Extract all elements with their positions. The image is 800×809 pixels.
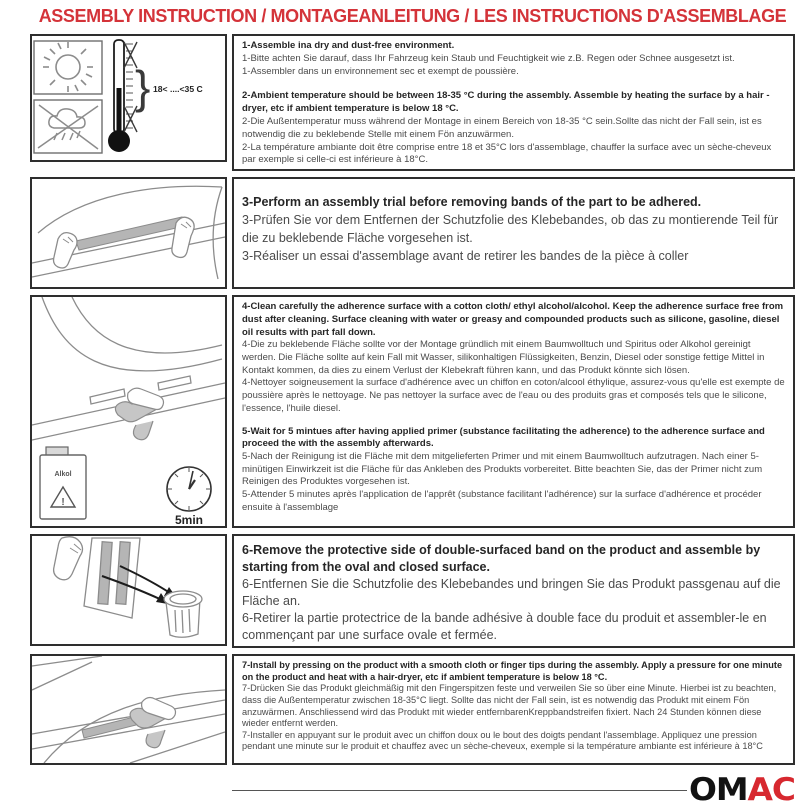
five-minute-clock-icon — [167, 467, 211, 526]
trash-can-icon — [164, 591, 202, 637]
sun-icon — [43, 42, 93, 92]
trial-illustration — [30, 177, 227, 289]
range-brace: } — [135, 61, 151, 113]
left-hand-icon — [54, 233, 78, 268]
instruction-row-environment — [30, 34, 795, 171]
temperature-range-label: 18< ....<35 C — [153, 84, 203, 94]
trial-fit-icon — [32, 179, 225, 287]
environment-illustration — [30, 34, 227, 162]
remove-band-icon — [32, 536, 225, 644]
step-3-de: 3-Prüfen Sie vor dem Entfernen der Schutzfolie des Klebebandes, ob das zu montierende Teil für die zu beklebende Fläche vorgesehen ist. — [242, 213, 779, 246]
instruction-row-peel — [30, 534, 795, 648]
step-4-en: 4-Clean carefully the adherence surface with a cotton cloth/ ethyl alcohol/alcohol. Keep the adherence surface free from dust after cleaning. Surface cleaning with water or greasy and compounded products such as silicone, gasoline, diesel oil results with part fall down. — [242, 301, 784, 338]
instruction-text-press — [232, 654, 795, 765]
alcohol-bottle-label: Alkol — [54, 471, 72, 479]
peeling-hand-icon — [54, 537, 83, 580]
press-product-icon — [32, 656, 225, 763]
step-2-de: 2-Die Außentemperatur muss während der Montage in einem Bereich von 18-35 °C sein.Sollte das nicht der Fall sein, ist es notwendig die zu beklebende Stelle mit einem Fön anzuwärmen. — [242, 115, 762, 140]
instruction-text-trial — [232, 177, 795, 289]
omac-logo — [689, 771, 795, 808]
instruction-text-cleaning — [232, 295, 795, 528]
step-7-de: 7-Drücken Sie das Produkt gleichmäßig mit den Fingerspitzen feste und verweilen Sie so über eine Minute. Hierbei ist zu beachten, dass die Außentemperatur zwischen 18-35°C liegt. Sollte das nicht der Fall sein, ist es notwendig das Produkt mit einem Fön anzuwärmen. Anschliessend wird das Produkt mit wieder entfernbarenKreppbandstreifen fixiert. Nach 24 Stunden können diese wieder entfernt werden. — [242, 683, 777, 729]
footer-rule — [232, 790, 687, 791]
peel-illustration — [30, 534, 227, 646]
clock-label: 5min — [174, 513, 204, 527]
step-2-fr: 2-La température ambiante doit être comprise entre 18 et 35°C lors d'assemblage, chauffer la surface avec un sèche-cheveux par exemple si celle-ci est inférieure à 18°C. — [242, 141, 772, 166]
step-6-en: 6-Remove the protective side of double-surfaced band on the product and assemble by starting from the oval and closed surface. — [242, 543, 761, 575]
logo-text-black: OM — [689, 771, 748, 808]
pressing-hand-icon — [130, 698, 175, 748]
no-rain-icon — [38, 105, 98, 149]
cleaning-illustration — [30, 295, 227, 528]
alcohol-bottle-icon — [40, 447, 86, 519]
step-3-fr: 3-Réaliser un essai d'assemblage avant de retirer les bandes de la pièce à coller — [242, 249, 689, 264]
step-7-fr: 7-Installer en appuyant sur le produit avec un chiffon doux ou le bout des doigts pendant l'assemblage. Appliquez une pression pendant une minute sur le produit et chauffez avec un sèche-cheveux, exemple si la température ambiante est inférieure à 18°C — [242, 729, 763, 752]
step-1-fr: 1-Assembler dans un environnement sec et exempt de poussière. — [242, 65, 519, 77]
step-5-fr: 5-Attender 5 minutes après l'application de l'apprêt (substance facilitant l'adhérence) sur la surface d'adhérence et procéder ensuite à l'assemblage — [242, 489, 762, 513]
step-4-de: 4-Die zu beklebende Fläche sollte vor der Montage gründlich mit einem Baumwolltuch und Spiritus oder Alkohol gereinigt werden. Die Fläche sollte auf kein Fall mit Wasser, silikonhaltigen Flüssigkeiten, Benzin, Diesel oder sonstige fettige Mittel in Kontakt kommen, da dies zu einem Verlust der Klebekraft führen kann, und das Produkt könnte sich lösen. — [242, 339, 765, 376]
sill-strip — [76, 217, 185, 250]
press-illustration — [30, 654, 227, 765]
instruction-row-cleaning — [30, 295, 795, 528]
step-6-de: 6-Entfernen Sie die Schutzfolie des Klebebandes und bringen Sie das Produkt passgenau auf die Fläche an. — [242, 577, 781, 609]
step-4-fr: 4-Nettoyer soigneusement la surface d'adhérence avec un chiffon en coton/alcool éthylique, assurez-vous qu'elle est exempte de poussière après le nettoyage. Ne pas nettoyer la surface avec de l'eau ou des produits gras et composés tels que le silicone, l'essence, l'huile diesel. — [242, 377, 785, 414]
instruction-row-press — [30, 654, 795, 765]
wiping-hand-icon — [115, 388, 163, 440]
logo-text-red: AC — [747, 771, 795, 808]
clean-surface-icon — [32, 297, 225, 526]
page-title: ASSEMBLY INSTRUCTION / MONTAGEANLEITUNG / LES INSTRUCTIONS D'ASSEMBLAGE — [38, 6, 787, 26]
instruction-text-peel — [232, 534, 795, 648]
footer — [30, 771, 795, 809]
instruction-row-trial — [30, 177, 795, 289]
step-2-en: 2-Ambient temperature should be between 18-35 °C during the assembly. Assemble by heating the surface by a hair -dryer, etc if ambient temperature is below 18 °C. — [242, 90, 770, 115]
step-5-en: 5-Wait for 5 mintues after having applied primer (substance facilitating the adherence) to the adherence surface and proceed the with the assembly afterwards. — [242, 425, 765, 450]
step-1-de: 1-Bitte achten Sie darauf, dass Ihr Fahrzeug kein Staub und Feuchtigkeit wie z.B. Regen oder Schnee ausgesetzt ist. — [242, 52, 735, 64]
warning-mark: ! — [61, 497, 65, 509]
instruction-text-environment — [232, 34, 795, 171]
step-1-en: 1-Assemble ina dry and dust-free environment. — [242, 40, 455, 51]
sun-rain-thermometer-icon — [32, 36, 225, 160]
step-7-en: 7-Install by pressing on the product with a smooth cloth or finger tips during the assembly. Apply a pressure for one minute on the product and heat with a hair-dryer, etc if ambient temperature is below 18 °C. — [242, 660, 783, 682]
step-6-fr: 6-Retirer la partie protectrice de la bande adhésive à double face du produit et assembler-le en commençant par une surface ovale et fermée. — [242, 611, 767, 643]
thermometer-icon — [108, 40, 203, 152]
step-5-de: 5-Nach der Reinigung ist die Fläche mit dem mitgelieferten Primer und mit einem Baumwolltuch aufzutragen. Nach einer 5-minütigen Einwirkzeit ist die Fläche für das Ankleben des Produkts vorbereitet. Bitte beachten Sie, das der Primer nicht zum Reinigen des Produktes vorgesehen ist. — [242, 450, 763, 488]
step-3-en: 3-Perform an assembly trial before removing bands of the part to be adhered. — [242, 195, 702, 210]
